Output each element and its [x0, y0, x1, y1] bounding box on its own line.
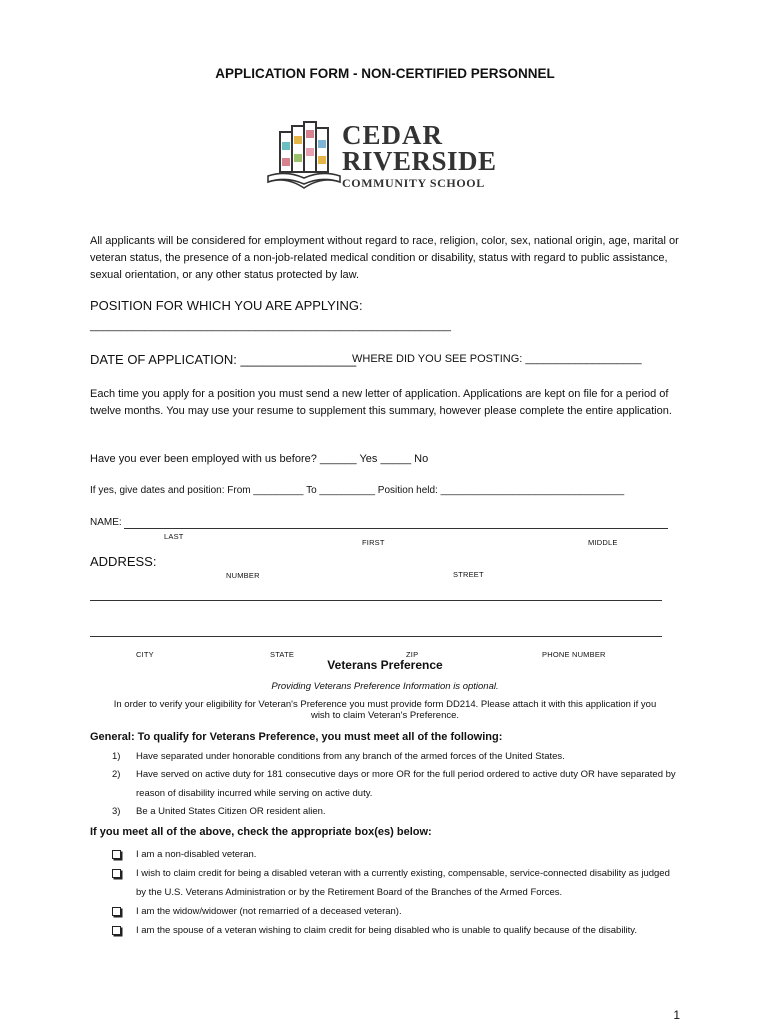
name-label: NAME:: [90, 517, 122, 528]
logo-line3: COMMUNITY SCHOOL: [342, 176, 485, 190]
widow-widower-checkbox[interactable]: [112, 907, 121, 916]
spouse-of-veteran-checkbox[interactable]: [112, 926, 121, 935]
checkbox-label: I am the widow/widower (not remarried of a deceased veteran).: [136, 906, 402, 917]
position-field[interactable]: ___________________________________________________________: [90, 320, 451, 332]
name-field[interactable]: [124, 528, 668, 529]
address-line-1[interactable]: [90, 600, 662, 601]
position-label: POSITION FOR WHICH YOU ARE APPLYING:: [90, 298, 363, 313]
general-requirements-heading: General: To qualify for Veterans Preference, you must meet all of the following:: [90, 731, 503, 743]
name-last-caption: LAST: [164, 532, 184, 541]
logo-line1: CEDAR: [342, 120, 444, 150]
checkbox-label: I am a non-disabled veteran.: [136, 849, 257, 860]
employed-before-question[interactable]: Have you ever been employed with us before? ______ Yes _____ No: [90, 453, 429, 465]
requirement-number: 1): [112, 751, 121, 762]
name-middle-caption: MIDDLE: [588, 538, 618, 547]
city-caption: CITY: [136, 650, 154, 659]
veterans-optional-note: Providing Veterans Preference Information is optional.: [271, 681, 499, 692]
requirement-item: Have separated under honorable conditions from any branch of the armed forces of the United States.: [136, 751, 565, 762]
address-line-2[interactable]: [90, 636, 662, 637]
requirement-item: Have served on active duty for 181 consecutive days or more OR for the full period ordered to active duty OR have separated by reason of disability incurred while serving on active duty.: [136, 769, 676, 799]
address-number-caption: NUMBER: [226, 571, 260, 580]
requirement-number: 2): [112, 769, 121, 780]
nondiscrimination-statement: All applicants will be considered for employment without regard to race, religion, color, sex, national origin, age, marital or veteran status, the presence of a non-job-related medical condition or disability, status with regard to public assistance, sexual orientation, or any other status protected by law.: [90, 235, 679, 281]
address-label: ADDRESS:: [90, 554, 157, 569]
page-number: 1: [673, 1008, 680, 1022]
requirement-number: 3): [112, 806, 121, 817]
application-note: Each time you apply for a position you must send a new letter of application. Applications are kept on file for a period of twelve months. You may use your resume to supplement this summary, however please complete the entire application.: [90, 388, 672, 417]
zip-caption: ZIP: [406, 650, 419, 659]
state-caption: STATE: [270, 650, 295, 659]
previous-employment-field[interactable]: If yes, give dates and position: From _________ To __________ Position held: _________________________________: [90, 485, 625, 496]
page-title: APPLICATION FORM - NON-CERTIFIED PERSONNEL: [215, 66, 555, 81]
dd214-note-line1: In order to verify your eligibility for Veteran's Preference you must provide form DD214. Please attach it with this application if you: [113, 699, 657, 710]
checkbox-label: I wish to claim credit for being a disabled veteran with a currently existing, compensable, service-connected disability as judged by the U.S. Veterans Administration or by the Retirement Board of the Branches of the Armed Forces.: [136, 868, 670, 898]
name-first-caption: FIRST: [362, 538, 385, 547]
date-of-application-field[interactable]: DATE OF APPLICATION: ________________: [90, 352, 357, 367]
disabled-veteran-checkbox[interactable]: [112, 869, 121, 878]
check-boxes-heading: If you meet all of the above, check the appropriate box(es) below:: [90, 826, 432, 838]
logo-line2: RIVERSIDE: [342, 146, 497, 176]
dd214-note-line2: wish to claim Veteran's Preference.: [310, 710, 460, 721]
phone-caption: PHONE NUMBER: [542, 650, 606, 659]
checkbox-label: I am the spouse of a veteran wishing to claim credit for being disabled who is unable to qualify because of the disability.: [136, 925, 637, 936]
posting-source-field[interactable]: WHERE DID YOU SEE POSTING: ___________________: [352, 353, 642, 365]
school-logo: [262, 118, 512, 196]
requirement-item: Be a United States Citizen OR resident alien.: [136, 806, 326, 817]
non-disabled-veteran-checkbox[interactable]: [112, 850, 121, 859]
address-street-caption: STREET: [453, 570, 484, 579]
veterans-heading: Veterans Preference: [327, 658, 443, 672]
